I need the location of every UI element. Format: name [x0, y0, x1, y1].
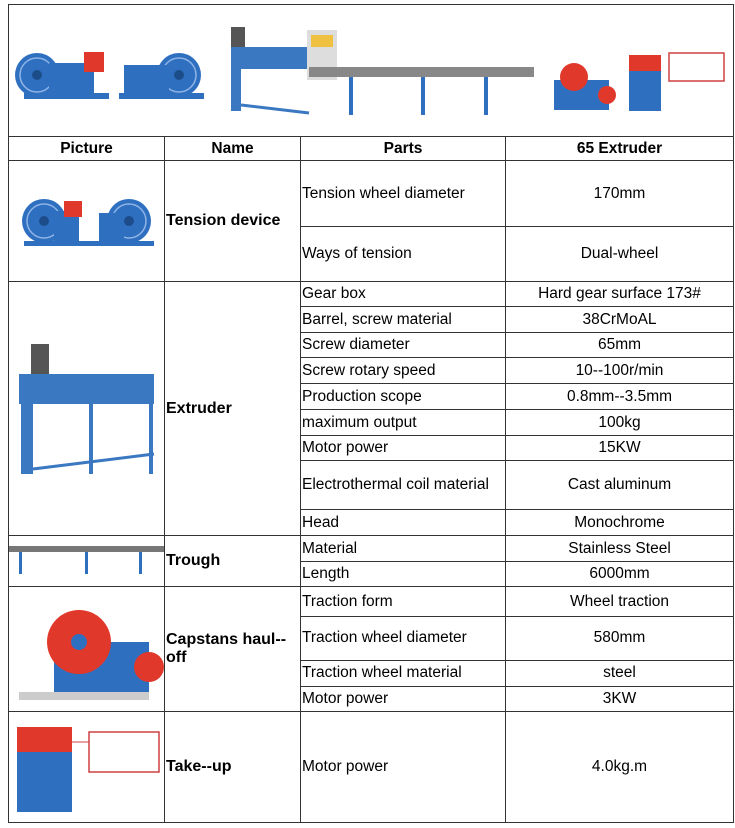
part-value: steel	[506, 660, 734, 686]
part-label: Motor power	[301, 686, 506, 711]
part-label: Barrel, screw material	[301, 307, 506, 333]
section-name: Extruder	[165, 282, 301, 536]
part-value: 100kg	[506, 410, 734, 436]
part-value: 4.0kg.m	[506, 712, 734, 823]
part-value: 0.8mm--3.5mm	[506, 384, 734, 410]
header-picture: Picture	[9, 137, 165, 161]
part-value: 38CrMoAL	[506, 307, 734, 333]
part-label: Screw rotary speed	[301, 358, 506, 384]
part-value: Monochrome	[506, 510, 734, 536]
extruder-image	[9, 282, 165, 536]
part-label: Electrothermal coil material	[301, 461, 506, 510]
section-name: Trough	[165, 536, 301, 587]
part-label: Screw diameter	[301, 333, 506, 358]
part-label: Traction form	[301, 587, 506, 617]
take-up-image	[9, 712, 165, 823]
part-value: Wheel traction	[506, 587, 734, 617]
part-label: Tension wheel diameter	[301, 161, 506, 227]
part-label: Traction wheel diameter	[301, 617, 506, 660]
part-label: Gear box	[301, 282, 506, 307]
trough-image	[9, 536, 165, 587]
part-value: Dual-wheel	[506, 227, 734, 282]
part-label: Production scope	[301, 384, 506, 410]
spec-table	[8, 4, 734, 823]
tension-device-image	[9, 161, 165, 282]
part-label: Traction wheel material	[301, 660, 506, 686]
section-name: Take--up	[165, 712, 301, 823]
section-name: Capstans haul--off	[165, 587, 301, 712]
part-value: Stainless Steel	[506, 536, 734, 562]
header-model: 65 Extruder	[506, 137, 734, 161]
header-name: Name	[165, 137, 301, 161]
part-value: Hard gear surface 173#	[506, 282, 734, 307]
part-label: Length	[301, 562, 506, 587]
part-value: Cast aluminum	[506, 461, 734, 510]
capstan-image	[9, 587, 165, 712]
part-value: 6000mm	[506, 562, 734, 587]
part-label: Head	[301, 510, 506, 536]
part-label: maximum output	[301, 410, 506, 436]
part-value: 15KW	[506, 436, 734, 461]
part-label: Material	[301, 536, 506, 562]
header-parts: Parts	[301, 137, 506, 161]
part-value: 10--100r/min	[506, 358, 734, 384]
part-value: 580mm	[506, 617, 734, 660]
production-line-image	[9, 5, 734, 137]
part-label: Motor power	[301, 436, 506, 461]
part-label: Ways of tension	[301, 227, 506, 282]
part-value: 65mm	[506, 333, 734, 358]
part-value: 170mm	[506, 161, 734, 227]
section-name: Tension device	[165, 161, 301, 282]
part-value: 3KW	[506, 686, 734, 711]
part-label: Motor power	[301, 712, 506, 823]
